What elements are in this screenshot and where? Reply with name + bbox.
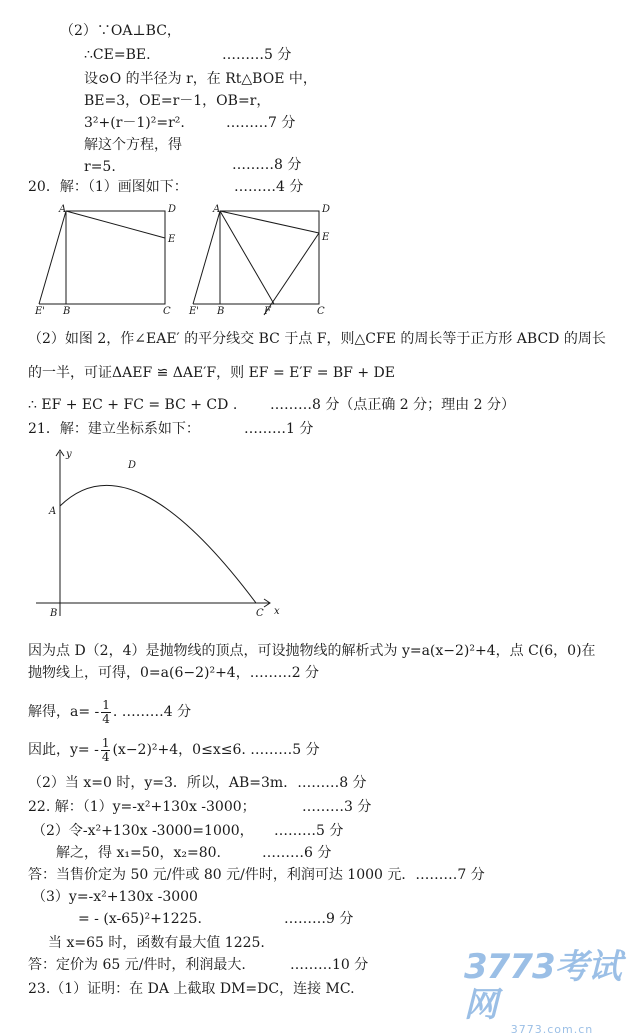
label-d-2: D [322,204,331,215]
fraction-denominator-2: 4 [101,749,110,764]
q20-line-3: 的一半，可证ΔAEF ≌ ΔAE′F，则 EF = E′F = BF + DE [28,365,395,381]
q19-line-2: ∴CE=BE. [84,47,151,63]
q21-line-3: 抛物线上，可得，0=a(6−2)²+4，………2 分 [28,665,320,681]
fraction-numerator: 1 [102,697,110,712]
label-b-2: B [217,306,225,317]
q22-line-4: 答：当售价定为 50 元/件或 80 元/件时，利润可达 1000 元．………7 分 [28,867,485,883]
fraction-numerator-2: 1 [101,735,110,750]
label-point-b: B [50,608,58,619]
q21-line-5-lead: 因此，y= - [28,742,99,758]
label-axis-y: y [66,449,72,460]
q21-line-1: 21．解：建立坐标系如下： [28,421,200,437]
segment-ae1 [39,211,66,304]
q21-line-6: （2）当 x=0 时，y=3．所以，AB=3m．………8 分 [28,775,367,791]
label-e-prime: E' [35,306,46,317]
q19-line-4: BE=3，OE=r－1，OB=r， [84,93,271,109]
label-d: D [168,204,177,215]
label-a-2: A [213,204,221,215]
label-point-a: A [49,506,57,517]
segment-ef [264,233,319,315]
q22-line-6: = - (x-65)²+1225. [78,911,202,927]
site-watermark [464,948,640,1036]
q22-line-1: 22. 解：（1）y=-x²+130x -3000； [28,799,256,815]
parabola-curve [60,485,256,603]
segment-ae-2 [220,211,319,233]
q21-score-1: ………1 分 [244,421,314,437]
q19-score-8: ………8 分 [232,157,302,173]
q21-line-5-tail: (x−2)²+4，0≤x≤6. ………5 分 [112,742,320,758]
fraction-denominator: 4 [102,711,110,726]
q20-line-1: 20．解：（1）画图如下： [28,179,188,195]
square-abcd-2 [220,211,319,304]
label-e-2: E [322,232,330,243]
label-point-c: C [256,608,264,619]
watermark-logo-text: 3773考试网 [464,947,621,1025]
q21-parabola-graph [36,446,296,626]
q22-line-5: （3）y=-x²+130x -3000 [32,889,198,905]
label-f-2: F [264,306,271,317]
q19-line-1: （2）∵OA⊥BC， [60,23,181,39]
q22-score-5: ………5 分 [274,823,344,839]
q22-line-3: 解之，得 x₁=50，x₂=80. [56,845,222,861]
watermark-url: 3773.com.cn [510,1023,594,1036]
q21-line-5 [28,734,320,766]
q21-line-2: 因为点 D（2，4）是抛物线的顶点，可设抛物线的解析式为 y=a(x−2)²+4，点 C(6，0)在 [28,643,596,659]
label-b: B [63,306,71,317]
label-vertex-d: D [128,460,137,471]
q22-line-8: 答：定价为 65 元/件时，利润最大. [28,957,246,973]
q19-score-5: ………5 分 [222,47,292,63]
q19-line-3: 设⊙O 的半径为 r，在 Rt△BOE 中， [84,71,317,87]
label-a: A [59,204,67,215]
q21-line-4-lead: 解得，a= - [28,704,100,720]
q19-line-6: 解这个方程，得 [84,137,182,153]
label-e-prime-2: E' [189,306,200,317]
label-e: E [168,234,176,245]
q20-line-4: ∴ EF + EC + FC = BC + CD . [28,397,238,413]
q22-score-10: ………10 分 [290,957,369,973]
q21-line-4 [28,696,191,728]
q20-score-4: ………4 分 [234,179,304,195]
fraction-one-quarter-2 [101,737,111,764]
label-c-2: C [317,306,325,317]
q22-score-6: ………6 分 [262,845,332,861]
q22-score-9: ………9 分 [284,911,354,927]
q19-score-7: ………7 分 [226,115,296,131]
segment-af [220,211,274,304]
label-axis-x: x [274,606,280,617]
q22-line-2: （2）令-x²+130x -3000=1000， [32,823,254,839]
q20-figure-2 [184,200,384,320]
q20-line-2: （2）如图 2，作∠EAE′ 的平分线交 BC 于点 F，则△CFE 的周长等于正方形 ABCD 的周长 [28,331,606,347]
q20-score-8: ………8 分（点正确 2 分；理由 2 分） [270,397,515,413]
q19-line-5: 3²+(r－1)²=r². [84,115,185,131]
q19-line-7: r=5. [84,159,116,175]
label-c: C [163,306,171,317]
fraction-one-quarter [101,699,111,726]
q23-line-1: 23.（1）证明：在 DA 上截取 DM=DC，连接 MC. [28,981,355,997]
q22-score-3: ………3 分 [302,799,372,815]
q22-line-7: 当 x=65 时，函数有最大值 1225. [48,935,265,951]
segment-ae1-2 [193,211,220,304]
segment-ae [66,211,165,238]
q21-line-4-tail: . ………4 分 [112,704,192,720]
